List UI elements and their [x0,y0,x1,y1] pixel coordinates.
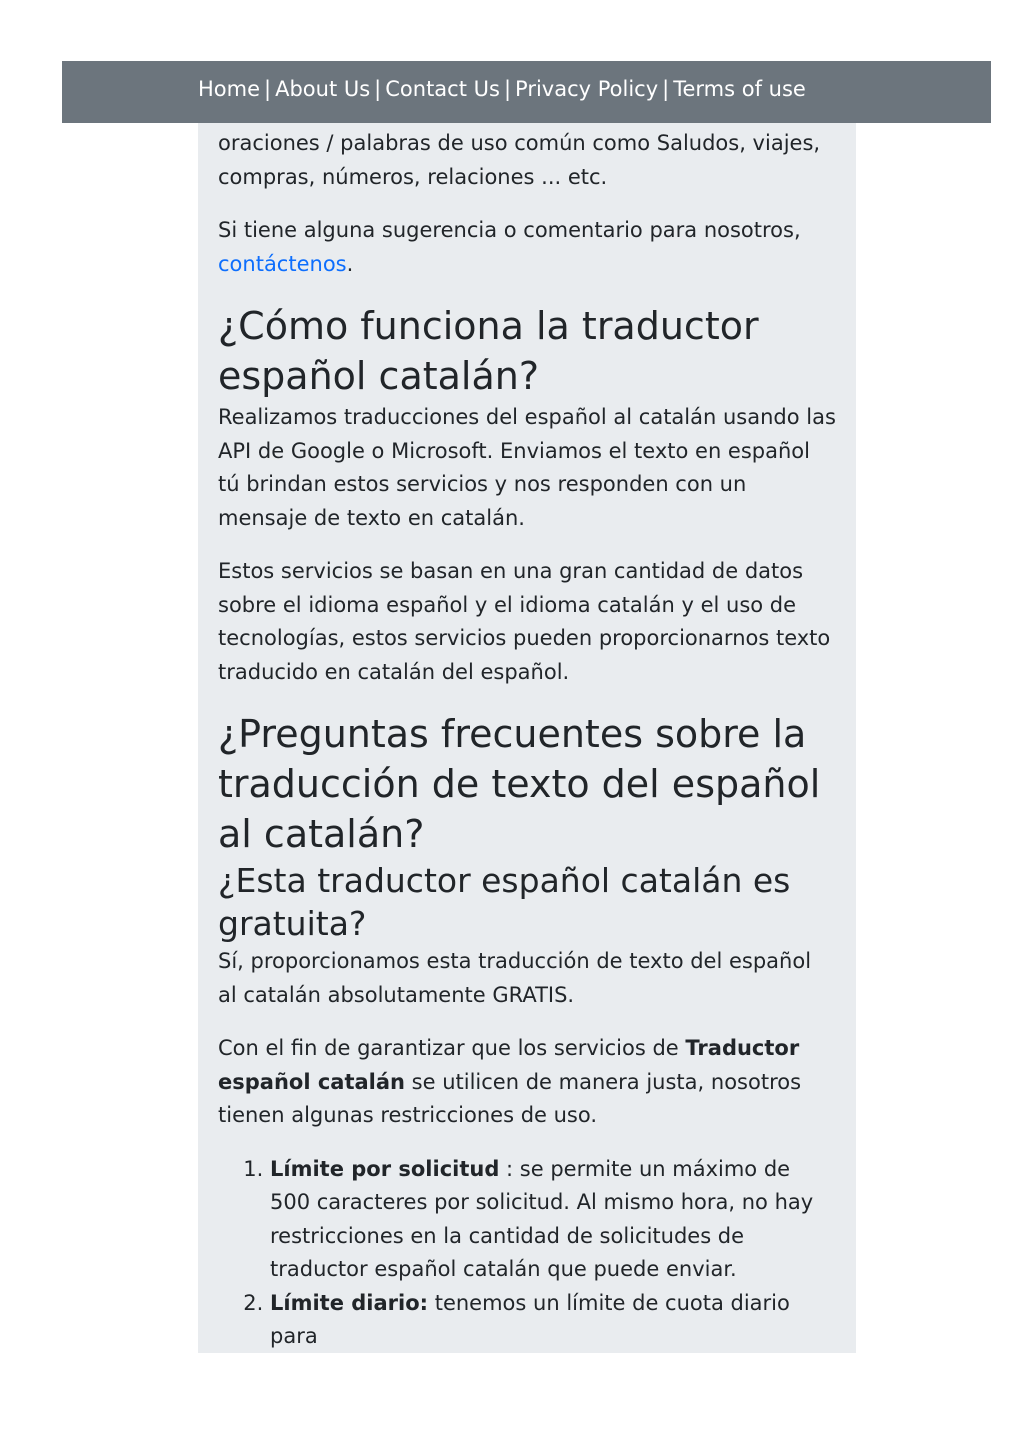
top-navbar [62,61,991,123]
limits-list [218,1153,836,1354]
nav-links [198,74,806,104]
usage-prefix: Con el fin de garantizar que los servicios de [218,1036,686,1060]
limit-text: tenemos un límite de cuota diario para [270,1290,790,1348]
nav-separator: | [374,77,382,101]
article-body [218,127,836,1353]
usage-restrictions-paragraph [218,1032,836,1133]
how-it-works-paragraph-2: Estos servicios se basan en una gran cantidad de datos sobre el idioma español y el idioma catalán y el uso de tecnologías, estos servicios pueden proporcionarnos texto traducido en catalán del español. [218,559,831,684]
usage-suffix: se utilicen de manera justa, nosotros tienen algunas restricciones de uso. [218,1069,802,1127]
faq-heading: ¿Preguntas frecuentes sobre la traducción de texto del español al catalán? [218,712,821,856]
nav-home-link[interactable]: Home [198,77,261,101]
list-item [270,1153,836,1287]
feedback-text: Si tiene alguna sugerencia o comentario para nosotros, [218,218,801,242]
faq-answer-free: Sí, proporcionamos esta traducción de texto del español al catalán absolutamente GRATIS. [218,949,812,1007]
contact-link[interactable]: contáctenos [218,251,347,276]
nav-separator: | [662,77,670,101]
limit-text: : se permite un máximo de 500 caracteres por solicitud. Al mismo hora, no hay restricciones en la cantidad de solicitudes de traductor español catalán que puede enviar. [270,1156,814,1281]
nav-privacy-link[interactable]: Privacy Policy [515,77,659,101]
limit-title: Límite diario: [270,1290,429,1315]
nav-separator: | [503,77,512,101]
feedback-paragraph [218,214,836,281]
nav-terms-link[interactable]: Terms of use [673,77,806,101]
feedback-period: . [346,251,354,276]
nav-contact-link[interactable]: Contact Us [385,77,500,101]
nav-separator: | [264,77,272,101]
how-it-works-paragraph-1: Realizamos traducciones del español al catalán usando las API de Google o Microsoft. Enviamos el texto en español tú brindan estos servicios y nos responden con un mensaje de texto en catalán. [218,405,836,530]
usage-service-name: Traductor español catalán [218,1036,800,1094]
list-item [270,1287,836,1354]
how-it-works-heading: ¿Cómo funciona la traductor español catalán? [218,304,759,398]
nav-about-link[interactable]: About Us [275,77,371,101]
limit-title: Límite por solicitud [270,1156,500,1181]
intro-paragraph: oraciones / palabras de uso común como Saludos, viajes, compras, números, relaciones ... etc. [218,131,821,189]
content-panel [198,61,856,1353]
faq-question-free: ¿Esta traductor español catalán es gratuita? [218,861,791,943]
